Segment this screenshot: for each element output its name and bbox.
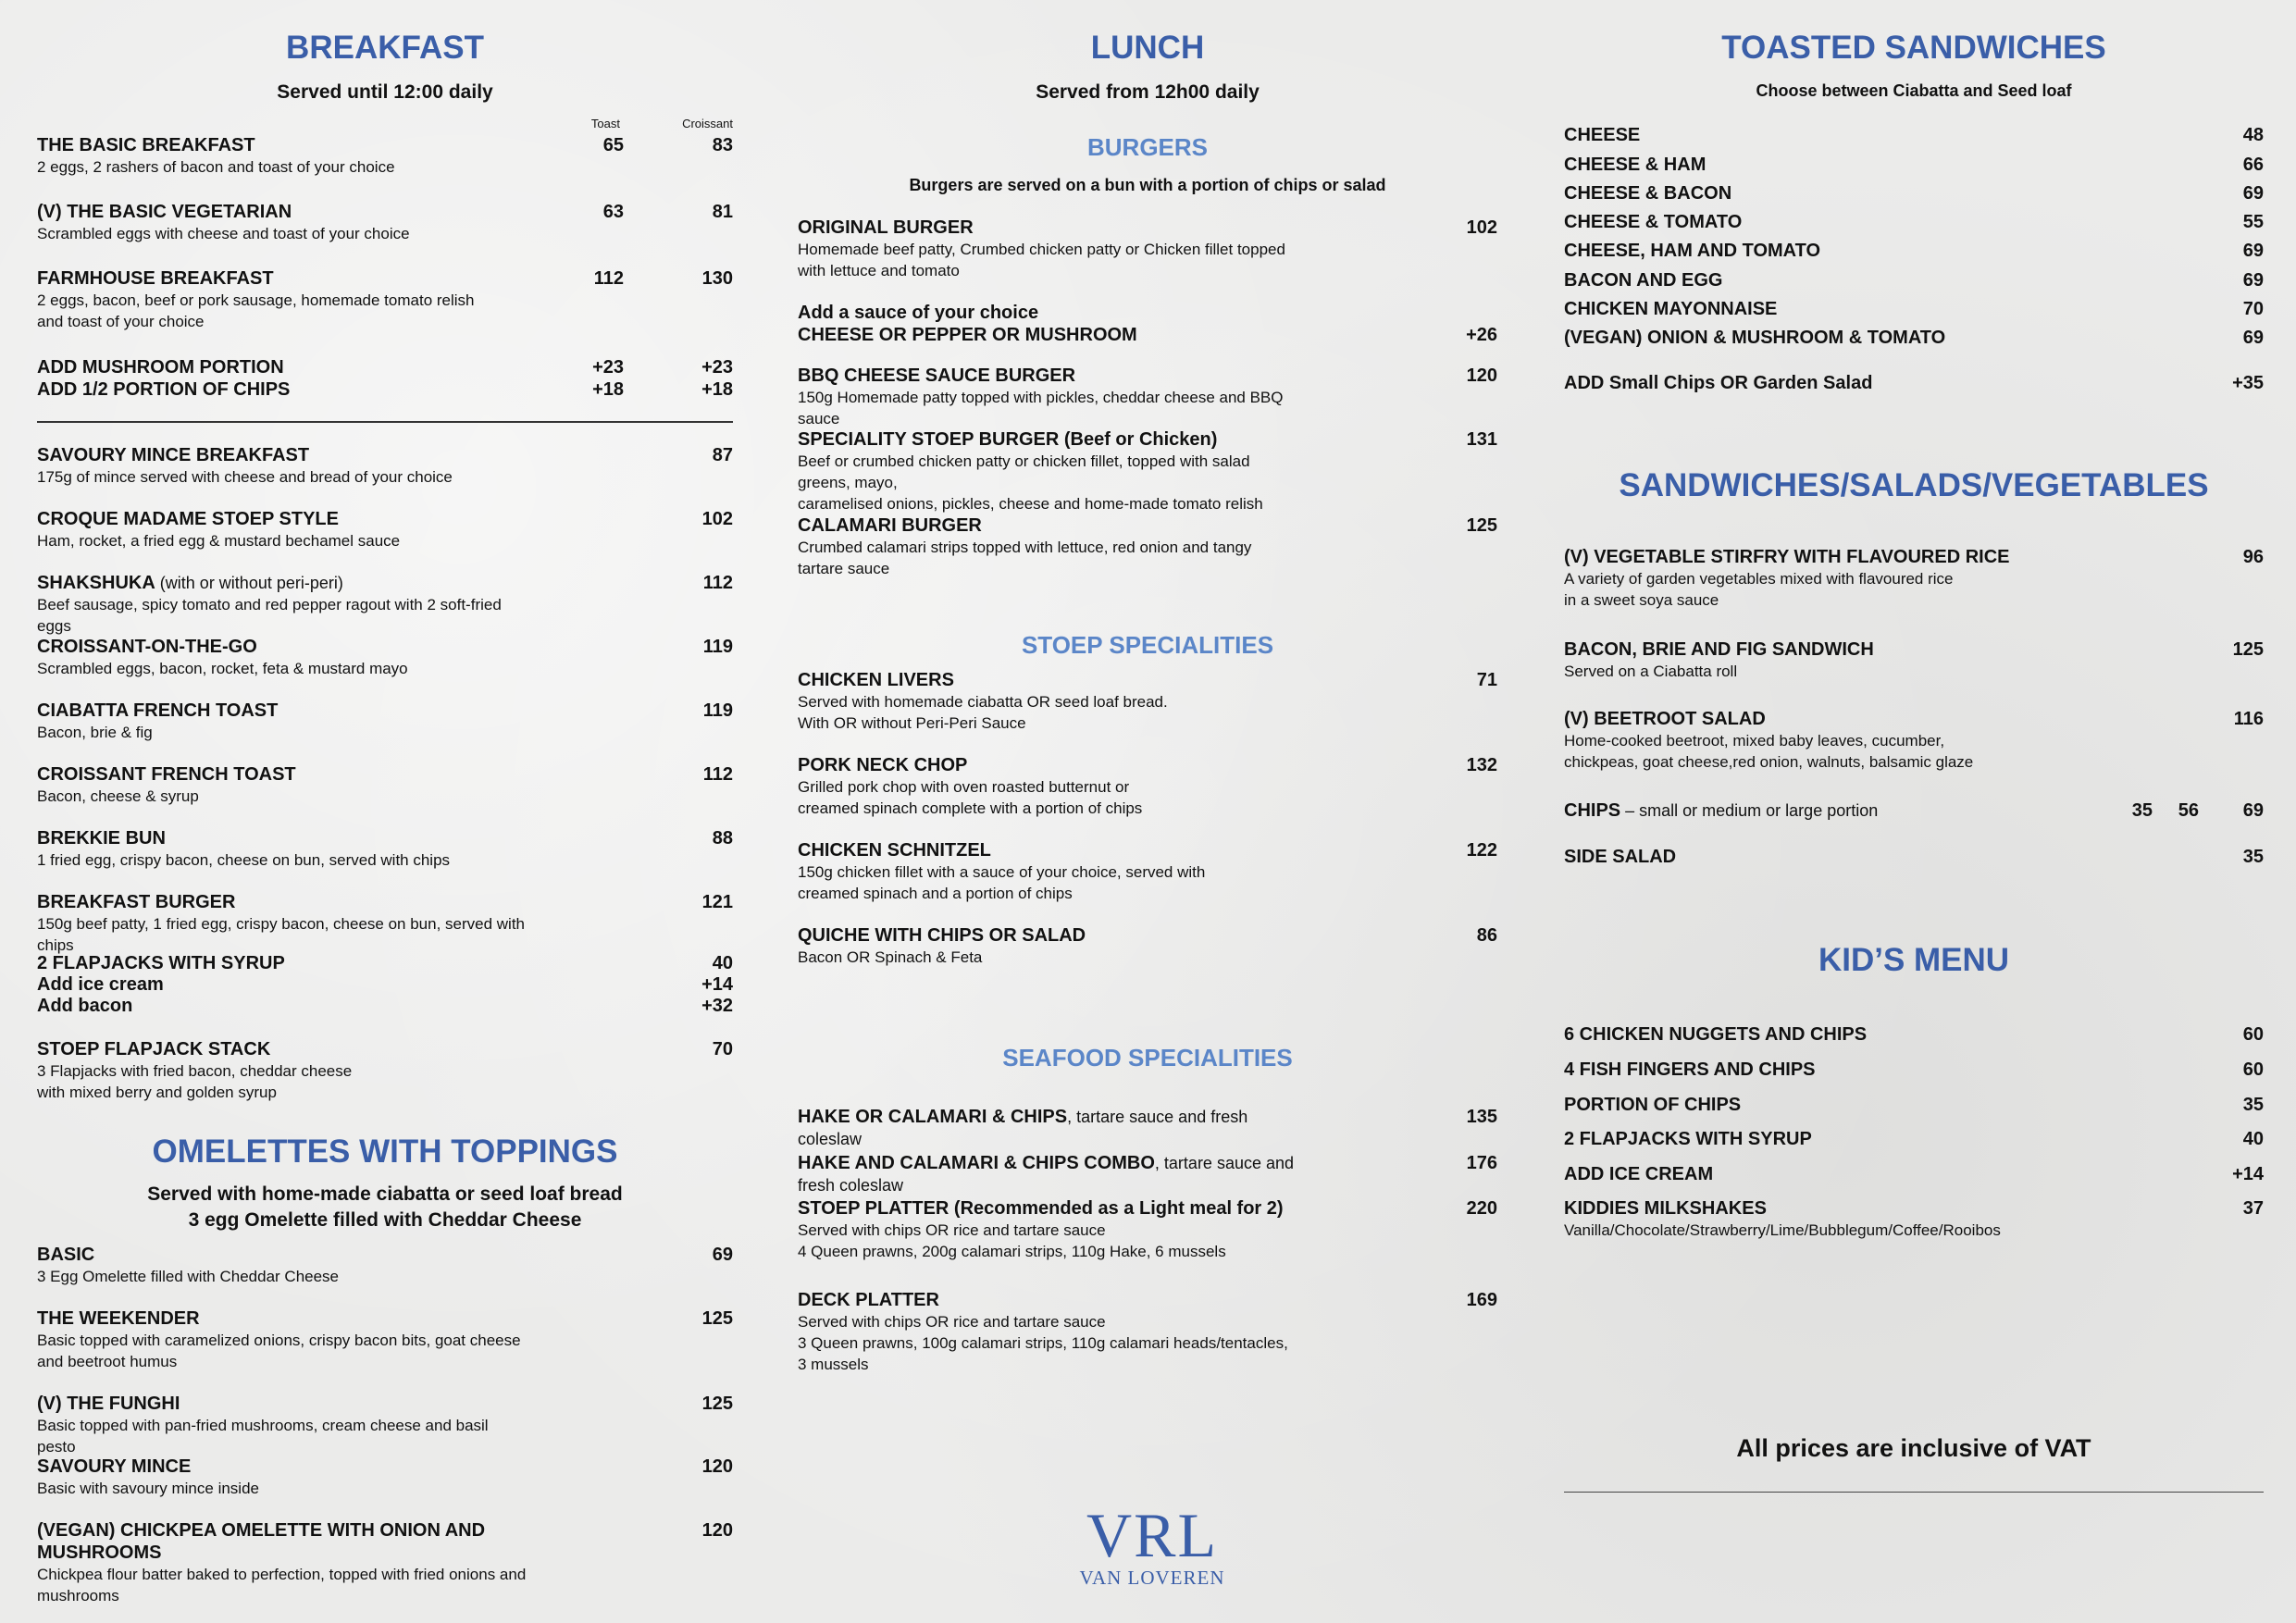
item-price: 176 [1466, 1153, 1497, 1173]
item-name: QUICHE WITH CHIPS OR SALAD [798, 925, 1086, 946]
item-price: 69 [2242, 183, 2264, 204]
item-name-line [1564, 269, 2264, 291]
item-name: BACON AND EGG [1564, 270, 1723, 291]
item-price: 132 [1466, 755, 1497, 775]
item-price: +14 [2232, 1164, 2264, 1184]
item-name: ORIGINAL BURGER [798, 217, 974, 238]
item-description: A variety of garden vegetables mixed with flavoured rice in a sweet soya sauce [1564, 570, 1954, 609]
lunch-title: LUNCH [1090, 30, 1205, 66]
item-description: 3 Flapjacks with fried bacon, cheddar cheese with mixed berry and golden syrup [37, 1062, 353, 1101]
item-name-line [37, 134, 733, 156]
item-description: Basic topped with pan-fried mushrooms, cream cheese and basil pesto [37, 1417, 489, 1456]
item-price: 131 [1466, 429, 1497, 450]
breakfast-subtitle: Served until 12:00 daily [277, 81, 493, 103]
breakfast-item [37, 827, 733, 871]
omelette-item [37, 1393, 733, 1457]
item-price: 69 [2242, 328, 2264, 348]
burger-item [798, 514, 1497, 579]
item-name-extra: – small or medium or large portion [1620, 801, 1879, 820]
side-salad-item [1564, 846, 2264, 868]
item-name: CHIPS [1564, 800, 1621, 821]
item-name-extra: (with or without peri-peri) [155, 574, 343, 592]
item-name: (VEGAN) CHICKPEA OMELETTE WITH ONION AND MUSHROOMS [37, 1520, 486, 1563]
item-description: Chickpea flour batter baked to perfection, topped with fried onions and mushrooms [37, 1566, 527, 1604]
item-name-line [37, 891, 733, 913]
item-name-line [1564, 154, 2264, 176]
item-price: 125 [1466, 515, 1497, 536]
item-price: 66 [2242, 155, 2264, 175]
footer-rule [1564, 1492, 2264, 1493]
seafood-item [798, 1152, 1497, 1196]
item-name-line [798, 754, 1497, 776]
breakfast-item [37, 891, 733, 956]
sauce-options: CHEESE OR PEPPER OR MUSHROOM [798, 325, 1137, 345]
kids-item [1564, 1128, 2264, 1150]
item-name-line [37, 1456, 733, 1478]
toasted-addon [1564, 372, 2264, 394]
breakfast-item [37, 1038, 733, 1103]
toasted-item [1564, 298, 2264, 320]
item-name-line [798, 1289, 1497, 1311]
item-name: (V) BEETROOT SALAD [1564, 709, 1766, 729]
item-name: 6 CHICKEN NUGGETS AND CHIPS [1564, 1024, 1868, 1045]
item-price: 60 [2242, 1059, 2264, 1080]
item-name: CHEESE & HAM [1564, 155, 1706, 175]
item-description: Served with chips OR rice and tartare sauce 3 Queen prawns, 100g calamari strips, 110g calamari heads/tentacles, 3 mussels [798, 1313, 1288, 1373]
item-name: (V) VEGETABLE STIRFRY WITH FLAVOURED RICE [1564, 547, 2010, 567]
item-name: ADD Small Chips OR Garden Salad [1564, 373, 1873, 393]
kids-item [1564, 1023, 2264, 1046]
croissant-price: 83 [712, 135, 733, 155]
kids-item [1564, 1163, 2264, 1185]
seafood-item [798, 1289, 1497, 1375]
burgers-title: BURGERS [1086, 133, 1208, 161]
stoep-item [798, 839, 1497, 904]
item-name: SPECIALITY STOEP BURGER (Beef or Chicken) [798, 429, 1218, 450]
item-name-line [798, 428, 1497, 451]
item-name-line [1564, 1163, 2264, 1185]
item-description: Home-cooked beetroot, mixed baby leaves, cucumber, chickpeas, goat cheese,red onion, walnuts, balsamic glaze [1564, 732, 1974, 771]
item-name: CROQUE MADAME STOEP STYLE [37, 509, 339, 529]
chips-large-price: 69 [2242, 800, 2264, 821]
item-name: FARMHOUSE BREAKFAST [37, 268, 274, 289]
item-name: CHICKEN MAYONNAISE [1564, 299, 1778, 319]
item-name-line [798, 1152, 1497, 1196]
item-addon-price: +32 [701, 996, 733, 1016]
item-description: Scrambled eggs with cheese and toast of your choice [37, 225, 410, 242]
item-name-line [37, 1519, 733, 1564]
item-name-line [1564, 546, 2264, 568]
item-name-extra: , tartare sauce and fresh coleslaw [798, 1108, 1248, 1148]
breakfast-item [37, 378, 733, 401]
item-price: 220 [1466, 1198, 1497, 1219]
item-name: CHICKEN LIVERS [798, 670, 954, 690]
item-name: CROISSANT FRENCH TOAST [37, 764, 296, 785]
item-name: CROISSANT-ON-THE-GO [37, 637, 257, 657]
item-name-line [798, 1106, 1497, 1150]
breakfast-title: BREAKFAST [286, 30, 484, 66]
sauce-price: +26 [1466, 325, 1497, 345]
croissant-price: 130 [701, 268, 733, 289]
item-price: 55 [2242, 212, 2264, 232]
toast-price: 63 [602, 202, 624, 222]
seafood-item [798, 1106, 1497, 1150]
item-price: 70 [2242, 299, 2264, 319]
item-name-line [37, 1307, 733, 1330]
item-addon: Add bacon [37, 996, 133, 1016]
item-name-line [37, 1393, 733, 1415]
item-name-line [37, 827, 733, 849]
item-name-line [1564, 124, 2264, 146]
item-name: HAKE OR CALAMARI & CHIPS [798, 1107, 1068, 1127]
item-price: 102 [1466, 217, 1497, 238]
item-price: 125 [701, 1394, 733, 1414]
item-name-line [37, 356, 733, 378]
item-price: 60 [2242, 1024, 2264, 1045]
item-name: (V) THE BASIC VEGETARIAN [37, 202, 292, 222]
item-price: 125 [2232, 639, 2264, 660]
omelette-item [37, 1244, 733, 1287]
item-addon: Add ice cream [37, 974, 164, 995]
item-description: 150g chicken fillet with a sauce of your choice, served with creamed spinach and a portion of chips [798, 863, 1206, 902]
item-name-line [37, 444, 733, 466]
kids-item [1564, 1094, 2264, 1116]
item-price: 102 [701, 509, 733, 529]
toast-price: 112 [593, 268, 624, 289]
burgers-note: Burgers are served on a bun with a portion of chips or salad [909, 176, 1386, 194]
item-name: SAVOURY MINCE [37, 1456, 192, 1477]
logo-mark: VRL [1086, 1500, 1218, 1570]
item-name-line [798, 1197, 1497, 1220]
item-description: 150g Homemade patty topped with pickles, cheddar cheese and BBQ sauce [798, 389, 1284, 427]
item-name-line [37, 636, 733, 658]
item-price: 121 [701, 892, 733, 912]
kids-menu-title: KID’S MENU [1818, 942, 2010, 978]
kids-item [1564, 1059, 2264, 1081]
item-name: (V) THE FUNGHI [37, 1394, 180, 1414]
breakfast-item [37, 508, 733, 551]
item-price: 122 [1466, 840, 1497, 861]
item-price: 116 [2233, 709, 2264, 729]
item-price: 35 [2242, 1095, 2264, 1115]
item-description: Scrambled eggs, bacon, rocket, feta & mustard mayo [37, 660, 408, 677]
item-name-line [1564, 638, 2264, 661]
item-description: Grilled pork chop with oven roasted butternut or creamed spinach complete with a portion of chips [798, 778, 1143, 817]
item-name: CHEESE & BACON [1564, 183, 1732, 204]
item-description: Vanilla/Chocolate/Strawberry/Lime/Bubblegum/Coffee/Rooibos [1564, 1221, 2001, 1239]
kiddies-milkshakes-item [1564, 1197, 2264, 1241]
omelettes-title: OMELETTES WITH TOPPINGS [152, 1134, 618, 1170]
item-name-line [37, 378, 733, 401]
item-description: Basic with savoury mince inside [37, 1480, 259, 1497]
sandwiches-salads-title: SANDWICHES/SALADS/VEGETABLES [1619, 467, 2209, 503]
item-name-line [1564, 708, 2264, 730]
item-price: 71 [1476, 670, 1497, 690]
breakfast-item [37, 444, 733, 488]
sandwich-item [1564, 708, 2264, 773]
croissant-price: +23 [701, 357, 733, 378]
item-price: 69 [2242, 241, 2264, 261]
toast-price: +23 [592, 357, 624, 378]
seafood-specialities-title: SEAFOOD SPECIALITIES [1002, 1044, 1293, 1072]
item-name-line [1564, 240, 2264, 262]
item-description: Served on a Ciabatta roll [1564, 663, 1738, 680]
item-price: 87 [712, 445, 733, 465]
breakfast-item [37, 134, 733, 178]
toast-column-header: Toast [590, 117, 620, 130]
item-price: 119 [702, 637, 733, 657]
item-name-line [37, 700, 733, 722]
item-name: HAKE AND CALAMARI & CHIPS COMBO [798, 1153, 1155, 1173]
item-description: 2 eggs, bacon, beef or pork sausage, homemade tomato relish and toast of your choice [37, 291, 475, 330]
item-name: 4 FISH FINGERS AND CHIPS [1564, 1059, 1816, 1080]
item-price: 169 [1466, 1290, 1497, 1310]
item-price: 48 [2242, 125, 2264, 145]
item-price: 37 [2242, 1198, 2264, 1219]
item-name-line [37, 763, 733, 786]
item-description: 2 eggs, 2 rashers of bacon and toast of your choice [37, 158, 395, 176]
item-description: Served with homemade ciabatta OR seed loaf bread. With OR without Peri-Peri Sauce [798, 693, 1168, 732]
item-name: ADD ICE CREAM [1564, 1164, 1714, 1184]
item-name: THE WEEKENDER [37, 1308, 200, 1329]
stoep-item [798, 754, 1497, 819]
item-name: STOEP FLAPJACK STACK [37, 1039, 271, 1059]
item-name-line [1564, 1128, 2264, 1150]
item-name: CHICKEN SCHNITZEL [798, 840, 991, 861]
item-name-line [798, 217, 1497, 239]
item-name: CHEESE & TOMATO [1564, 212, 1743, 232]
item-name-line [1564, 298, 2264, 320]
breakfast-item [37, 763, 733, 807]
croissant-price: 81 [712, 202, 733, 222]
vat-note: All prices are inclusive of VAT [1736, 1434, 2091, 1462]
item-price: +35 [2232, 373, 2264, 393]
breakfast-item [37, 267, 733, 332]
chips-item [1564, 799, 2264, 822]
croissant-column-header: Croissant [682, 117, 733, 130]
omelette-item [37, 1307, 733, 1372]
item-price: 135 [1466, 1107, 1497, 1127]
toast-price: 65 [602, 135, 624, 155]
item-name: SAVOURY MINCE BREAKFAST [37, 445, 310, 465]
item-price: 70 [712, 1039, 733, 1059]
item-description: Bacon OR Spinach & Feta [798, 948, 983, 966]
item-name: (VEGAN) ONION & MUSHROOM & TOMATO [1564, 328, 1946, 348]
item-price: 40 [2242, 1129, 2264, 1149]
item-name-line [37, 267, 733, 290]
item-name: BACON, BRIE AND FIG SANDWICH [1564, 639, 1874, 660]
sauce-addon [798, 302, 1497, 346]
item-name: THE BASIC BREAKFAST [37, 135, 255, 155]
item-price: 112 [702, 764, 733, 785]
item-name-line [798, 669, 1497, 691]
omelette-item [37, 1456, 733, 1499]
item-name-line [798, 839, 1497, 861]
item-name-line [37, 201, 733, 223]
item-name: DECK PLATTER [798, 1290, 939, 1310]
item-description: Bacon, cheese & syrup [37, 787, 199, 805]
item-name-line [798, 924, 1497, 947]
item-price: 40 [712, 953, 733, 973]
toasted-note: Choose between Ciabatta and Seed loaf [1756, 81, 2072, 100]
burger-item [798, 217, 1497, 281]
item-name-line [1564, 1023, 2264, 1046]
item-price: 125 [701, 1308, 733, 1329]
item-description: 3 Egg Omelette filled with Cheddar Cheese [37, 1268, 340, 1285]
item-price: 120 [701, 1520, 733, 1541]
item-name: STOEP PLATTER (Recommended as a Light meal for 2) [798, 1198, 1284, 1219]
item-description: Bacon, brie & fig [37, 724, 153, 741]
breakfast-item [37, 636, 733, 679]
item-description: Homemade beef patty, Crumbed chicken patty or Chicken fillet topped with lettuce and tomato [798, 241, 1285, 279]
stoep-item [798, 669, 1497, 734]
toasted-item [1564, 182, 2264, 204]
breakfast-item [37, 572, 733, 637]
toasted-sandwiches-title: TOASTED SANDWICHES [1721, 30, 2106, 66]
sandwich-item [1564, 546, 2264, 611]
item-price: 69 [712, 1245, 733, 1265]
item-name-line [1564, 211, 2264, 233]
item-name-extra: , tartare sauce and fresh coleslaw [798, 1154, 1295, 1195]
flapjacks-item [37, 952, 733, 1017]
burger-item [798, 428, 1497, 514]
item-name-line [37, 508, 733, 530]
item-name: CHEESE [1564, 125, 1641, 145]
item-description: Served with chips OR rice and tartare sauce 4 Queen prawns, 200g calamari strips, 110g Hake, 6 mussels [798, 1221, 1226, 1260]
item-price: 69 [2242, 270, 2264, 291]
chips-medium-price: 56 [2178, 800, 2199, 821]
item-name: CIABATTA FRENCH TOAST [37, 700, 279, 721]
stoep-specialities-title: STOEP SPECIALITIES [1021, 631, 1274, 659]
breakfast-item [37, 201, 733, 244]
omelettes-note-2: 3 egg Omelette filled with Cheddar Cheese [188, 1209, 582, 1231]
logo-wordmark: VAN LOVEREN [1079, 1567, 1225, 1589]
item-name-line [1564, 327, 2264, 349]
toast-price: +18 [592, 379, 624, 400]
croissant-price: +18 [701, 379, 733, 400]
burger-item [798, 365, 1497, 429]
item-description: Beef sausage, spicy tomato and red pepper ragout with 2 soft-fried eggs [37, 596, 502, 635]
item-name-line [37, 572, 733, 594]
item-name: BREAKFAST BURGER [37, 892, 236, 912]
stoep-item [798, 924, 1497, 968]
item-description: Crumbed calamari strips topped with lettuce, red onion and tangy tartare sauce [798, 539, 1252, 577]
item-name: CHEESE, HAM AND TOMATO [1564, 241, 1821, 261]
van-loveren-logo [1078, 1500, 1226, 1590]
item-description: Ham, rocket, a fried egg & mustard bechamel sauce [37, 532, 401, 550]
seafood-item [798, 1197, 1497, 1262]
item-name: BREKKIE BUN [37, 828, 166, 849]
section-divider [37, 421, 733, 423]
item-name-line [1564, 182, 2264, 204]
item-price: 96 [2242, 547, 2264, 567]
item-name: BASIC [37, 1245, 95, 1265]
item-name-line [1564, 1094, 2264, 1116]
item-name: SIDE SALAD [1564, 847, 1677, 867]
item-description: 175g of mince served with cheese and bread of your choice [37, 468, 453, 486]
item-description: 150g beef patty, 1 fried egg, crispy bacon, cheese on bun, served with chips [37, 915, 526, 954]
toasted-item [1564, 154, 2264, 176]
item-name: PORK NECK CHOP [798, 755, 968, 775]
item-price: 35 [2242, 847, 2264, 867]
breakfast-item [37, 356, 733, 378]
toasted-item [1564, 124, 2264, 146]
item-price: 120 [701, 1456, 733, 1477]
item-name-line [37, 1244, 733, 1266]
item-price: 120 [1466, 365, 1497, 386]
item-description: 1 fried egg, crispy bacon, cheese on bun, served with chips [37, 851, 451, 869]
item-name-line [1564, 1059, 2264, 1081]
item-price: 88 [712, 828, 733, 849]
item-name: ADD MUSHROOM PORTION [37, 357, 284, 378]
item-price: 119 [702, 700, 733, 721]
item-name: KIDDIES MILKSHAKES [1564, 1198, 1767, 1219]
omelettes-note-1: Served with home-made ciabatta or seed loaf bread [147, 1183, 623, 1205]
item-price: 112 [702, 573, 733, 593]
item-name-line [798, 514, 1497, 537]
chips-small-price: 35 [2131, 800, 2153, 821]
toasted-item [1564, 240, 2264, 262]
toasted-item [1564, 269, 2264, 291]
item-description: Basic topped with caramelized onions, crispy bacon bits, goat cheese and beetroot humus [37, 1332, 521, 1370]
item-name: 2 FLAPJACKS WITH SYRUP [37, 953, 285, 973]
lunch-subtitle: Served from 12h00 daily [1036, 81, 1260, 103]
item-name: SHAKSHUKA [37, 573, 155, 593]
toasted-item [1564, 211, 2264, 233]
item-name-line [798, 365, 1497, 387]
toasted-item [1564, 327, 2264, 349]
omelette-item [37, 1519, 733, 1606]
item-name-line [37, 1038, 733, 1060]
item-name: CALAMARI BURGER [798, 515, 982, 536]
item-name: 2 FLAPJACKS WITH SYRUP [1564, 1129, 1812, 1149]
item-price: 86 [1476, 925, 1497, 946]
item-name: ADD 1/2 PORTION OF CHIPS [37, 379, 291, 400]
sandwich-item [1564, 638, 2264, 682]
item-name: BBQ CHEESE SAUCE BURGER [798, 365, 1076, 386]
item-name: PORTION OF CHIPS [1564, 1095, 1742, 1115]
sauce-label: Add a sauce of your choice [798, 303, 1039, 323]
item-addon-price: +14 [701, 974, 733, 995]
breakfast-item [37, 700, 733, 743]
item-description: Beef or crumbed chicken patty or chicken fillet, topped with salad greens, mayo, caramelised onions, pickles, cheese and home-made tomato relish [798, 452, 1263, 513]
